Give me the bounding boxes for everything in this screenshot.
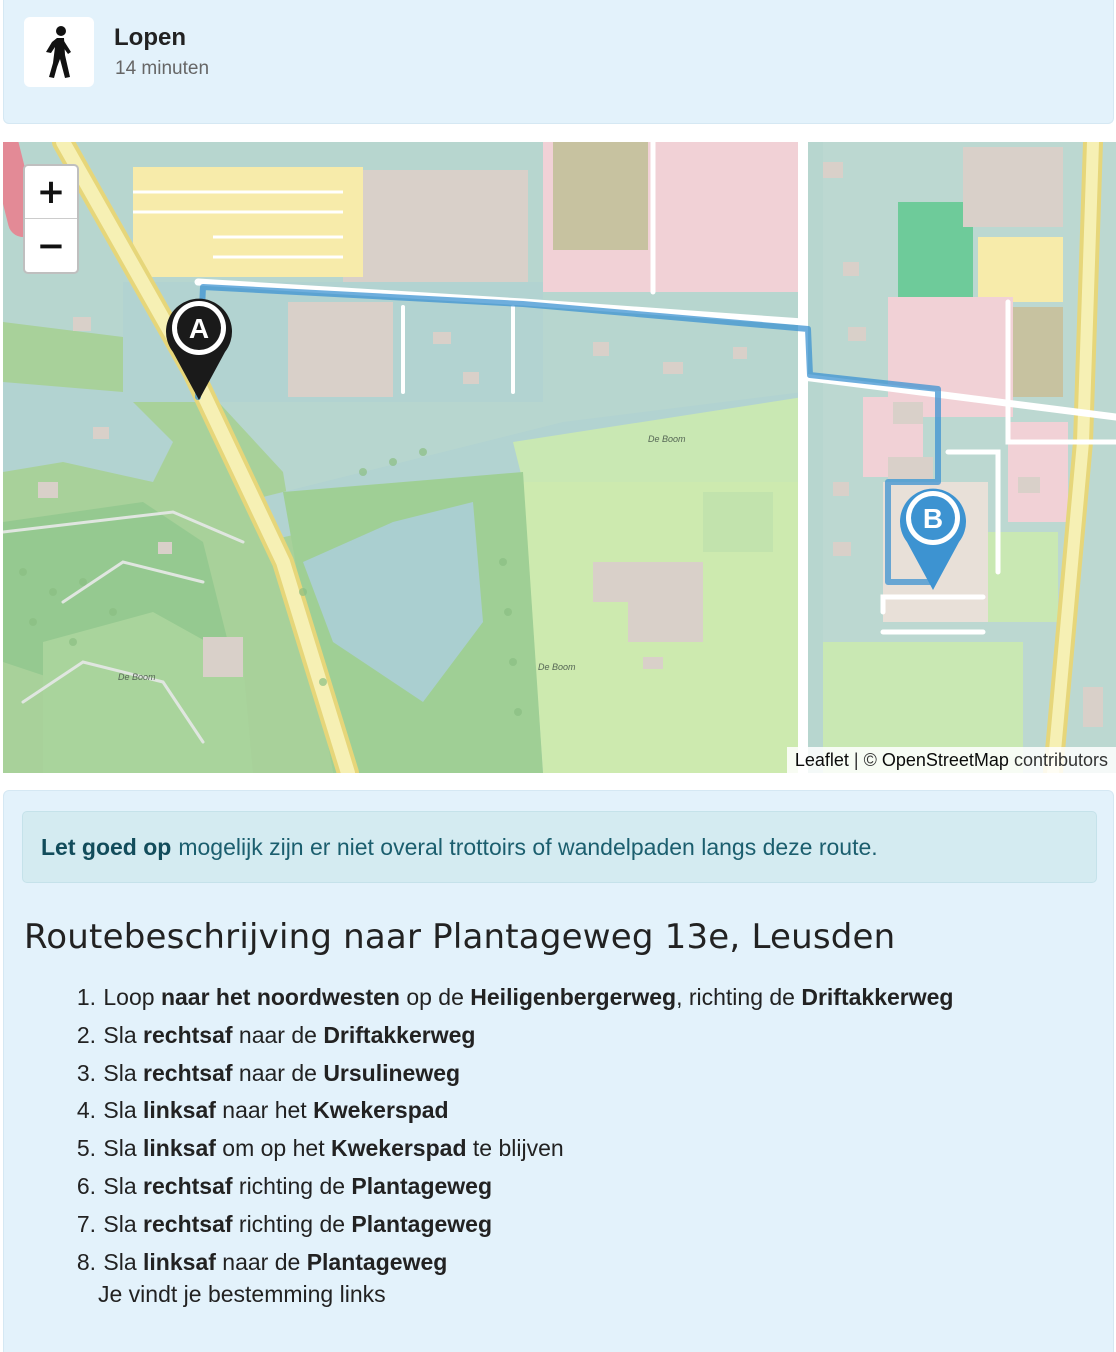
direction-step-text: Sla bbox=[103, 1248, 144, 1275]
zoom-out-button[interactable]: − bbox=[36, 225, 66, 266]
openstreetmap-link[interactable]: OpenStreetMap bbox=[881, 750, 1009, 770]
direction-step-emphasis: linksaf bbox=[143, 1248, 216, 1275]
direction-step-text: om op het bbox=[215, 1135, 331, 1162]
direction-step-text: te blijven bbox=[466, 1135, 564, 1162]
directions-card bbox=[3, 790, 1114, 1352]
directions-title: Routebeschrijving naar Plantageweg 13e, Leusden bbox=[24, 917, 896, 957]
direction-step-text: Sla bbox=[103, 1097, 144, 1124]
attribution-separator: | © bbox=[848, 750, 882, 770]
direction-step bbox=[66, 1244, 1096, 1282]
direction-step-emphasis: rechtsaf bbox=[143, 1059, 233, 1086]
travel-duration: 14 minuten bbox=[115, 58, 210, 79]
attribution-contributors: contributors bbox=[1008, 750, 1108, 770]
direction-step-text: richting de bbox=[232, 1210, 352, 1237]
direction-step-number: 7. bbox=[76, 1210, 96, 1237]
direction-step-emphasis: Plantageweg bbox=[351, 1172, 493, 1199]
direction-step-text: naar de bbox=[215, 1248, 307, 1275]
zoom-in-button[interactable]: + bbox=[25, 166, 77, 219]
direction-step-text: Sla bbox=[103, 1021, 144, 1048]
direction-step-emphasis: Kwekerspad bbox=[313, 1097, 449, 1124]
route-map[interactable] bbox=[3, 142, 1116, 773]
direction-step-number: 1. bbox=[76, 984, 96, 1010]
direction-step-emphasis: linksaf bbox=[143, 1135, 216, 1162]
direction-step bbox=[66, 1092, 1096, 1130]
direction-step-number: 6. bbox=[76, 1172, 96, 1199]
travel-mode-title: Lopen bbox=[114, 24, 186, 51]
direction-step-text: Sla bbox=[103, 1059, 144, 1086]
direction-step-number: 8. bbox=[76, 1248, 96, 1275]
direction-step-text: Sla bbox=[103, 1135, 144, 1162]
direction-step-emphasis: Driftakkerweg bbox=[323, 1021, 476, 1048]
direction-step-emphasis: rechtsaf bbox=[143, 1021, 233, 1048]
map-attribution bbox=[787, 747, 1116, 773]
destination-marker-label: B bbox=[922, 503, 944, 534]
alert-text: mogelijk zijn er niet overal trottoirs of wandelpaden langs deze route. bbox=[178, 833, 878, 860]
direction-step bbox=[66, 1055, 1096, 1093]
map-tiles[interactable] bbox=[3, 142, 1116, 773]
direction-step-emphasis: rechtsaf bbox=[143, 1172, 233, 1199]
direction-step-text: naar de bbox=[232, 1059, 324, 1086]
map-label-de-boom-3: De Boom bbox=[118, 672, 156, 682]
direction-step-emphasis: Plantageweg bbox=[306, 1248, 448, 1275]
direction-step-number: 3. bbox=[76, 1059, 96, 1086]
direction-step-emphasis: Driftakkerweg bbox=[801, 984, 954, 1010]
start-marker[interactable] bbox=[161, 290, 237, 407]
direction-step-emphasis: Heiligenbergerweg bbox=[470, 984, 677, 1010]
direction-step-text: op de bbox=[399, 984, 471, 1010]
start-marker-label: A bbox=[188, 313, 210, 344]
direction-step-number: 5. bbox=[76, 1135, 96, 1162]
direction-step-emphasis: rechtsaf bbox=[143, 1210, 233, 1237]
direction-step-text: Sla bbox=[103, 1210, 144, 1237]
direction-step-number: 4. bbox=[76, 1097, 96, 1124]
direction-step-emphasis: Plantageweg bbox=[351, 1210, 493, 1237]
direction-step bbox=[66, 979, 1096, 1017]
direction-step-text: naar de bbox=[232, 1021, 324, 1048]
walking-person-icon bbox=[24, 17, 94, 87]
directions-final-note: Je vindt je bestemming links bbox=[98, 1281, 386, 1307]
alert-bold-text: Let goed op bbox=[41, 833, 172, 860]
direction-step-emphasis: Ursulineweg bbox=[323, 1059, 461, 1086]
directions-step-list bbox=[66, 979, 1096, 1281]
zoom-control bbox=[23, 164, 79, 274]
direction-step-text: naar het bbox=[215, 1097, 314, 1124]
direction-step bbox=[66, 1206, 1096, 1244]
direction-step-text: , richting de bbox=[676, 984, 802, 1010]
direction-step-emphasis: naar het noordwesten bbox=[160, 984, 400, 1010]
direction-step bbox=[66, 1130, 1096, 1168]
direction-step-text: Loop bbox=[103, 984, 161, 1010]
direction-step bbox=[66, 1168, 1096, 1206]
destination-marker[interactable] bbox=[895, 480, 971, 597]
direction-step-text: richting de bbox=[232, 1172, 352, 1199]
map-label-de-boom-1: De Boom bbox=[648, 434, 686, 444]
direction-step-emphasis: linksaf bbox=[143, 1097, 216, 1124]
sidewalk-warning-alert bbox=[22, 811, 1097, 883]
direction-step-text: Sla bbox=[103, 1172, 144, 1199]
map-label-de-boom-2: De Boom bbox=[538, 662, 576, 672]
leaflet-link[interactable]: Leaflet bbox=[794, 750, 849, 770]
travel-mode-card bbox=[3, 0, 1114, 124]
direction-step bbox=[66, 1017, 1096, 1055]
direction-step-emphasis: Kwekerspad bbox=[330, 1135, 467, 1162]
direction-step-number: 2. bbox=[76, 1021, 96, 1048]
